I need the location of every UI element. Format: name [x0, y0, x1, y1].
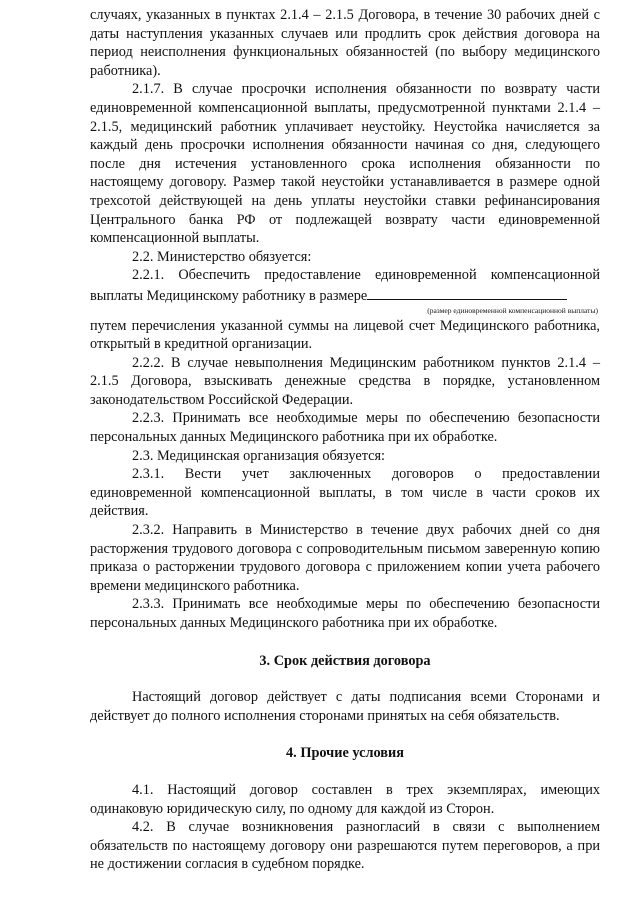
paragraph-continuation: случаях, указанных в пунктах 2.1.4 – 2.1.5 Договора, в течение 30 рабочих дней с даты наступления указанных случаев или продлить срок действия договора на период неисполнения функциональных обязанностей (по выбору медицинского работника). — [90, 7, 600, 79]
clause-2-1-7: 2.1.7. В случае просрочки исполнения обязанности по возврату части единовременной компенсационной выплаты, предусмотренной пунктами 2.1.4 –2.1.5, медицинский работник уплачивает неустойку. Неустойка начисляется за каждый день просрочки исполнения обязанности начиная со дня, следующего после дня истечения установленного срока исполнения обязанности по настоящему договору. Размер такой неустойки устанавливается в размере одной трехсотой действующей на день уплаты неустойки ставки рефинансирования Центрального банка РФ от подлежащей возврату части единовременной компенсационной выплаты. — [90, 81, 600, 247]
clause-4-1: 4.1. Настоящий договор составлен в трех экземплярах, имеющих одинаковую юридическую силу, по одному для каждой из Сторон. — [90, 781, 600, 817]
section-4-heading: 4. Прочие условия — [286, 745, 404, 762]
clause-2-3-3: 2.3.3. Принимать все необходимые меры по обеспечению безопасности персональных данных Медицинского работника при их обработке. — [90, 596, 600, 631]
spacer — [90, 670, 600, 688]
clause-2-2: 2.2. Министерство обязуется: — [132, 248, 312, 265]
clause-2-3-2: 2.3.2. Направить в Министерство в течение двух рабочих дней со дня расторжения трудового договора с сопроводительным письмом заверенную копию приказа о расторжении трудового договора с приложением копии учета рабочего времени медицинского работника. — [90, 522, 600, 594]
clause-2-2-1-text: 2.2.1. Обеспечить предоставление единовременной компенсационной выплаты Медицинскому работнику в размере — [90, 267, 600, 304]
amount-caption: (размер единовременной компенсационной выплаты) — [427, 305, 598, 315]
clause-2-3: 2.3. Медицинская организация обязуется: — [132, 447, 386, 464]
clause-2-2-3: 2.2.3. Принимать все необходимые меры по обеспечению безопасности персональных данных Медицинского работника при их обработке. — [90, 410, 600, 446]
amount-blank-line — [367, 285, 567, 300]
spacer — [90, 725, 600, 744]
clause-2-2-2: 2.2.2. В случае невыполнения Медицинским работником пунктов 2.1.4 – 2.1.5 Договора, взыскивать денежные средства в порядке, установленном законодательством Российской Федерации. — [90, 354, 600, 408]
clause-2-2-1-continuation: путем перечисления указанной суммы на лицевой счет Медицинского работника, открытый в кредитной организации. — [90, 317, 600, 353]
spacer — [90, 763, 600, 781]
clause-2-3-1: 2.3.1. Вести учет заключенных договоров о предоставлении единовременной компенсационной выплаты, в том числе в части сроков их действия. — [90, 466, 600, 520]
section-3-heading: 3. Срок действия договора — [259, 652, 431, 669]
spacer — [90, 633, 600, 652]
section-3-text: Настоящий договор действует с даты подписания всеми Сторонами и действует до полного исполнения сторонами принятых на себя обязательств. — [90, 689, 600, 724]
clause-4-2: 4.2. В случае возникновения разногласий в связи с выполнением обязательств по настоящему договору они разрешаются путем переговоров, а при не достижении согласия в судебном порядке. — [90, 819, 600, 873]
clause-2-2-1 — [90, 266, 600, 305]
